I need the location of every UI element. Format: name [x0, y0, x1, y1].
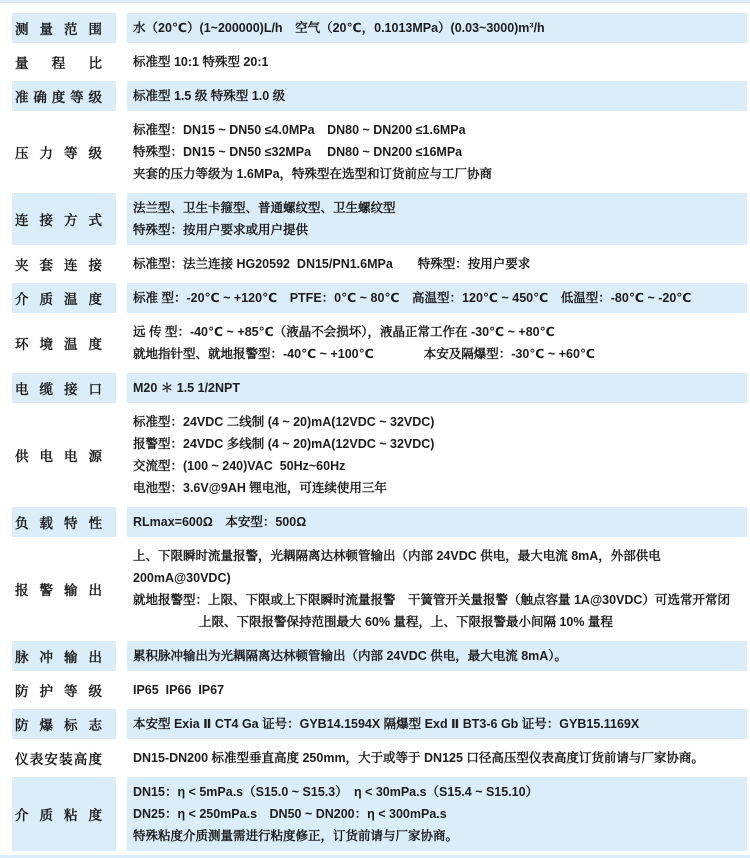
row-value-line: DN25：η < 250mPa.s DN50 ~ DN200：η < 300mPa.s	[133, 807, 447, 821]
spec-row	[12, 777, 747, 851]
spec-row	[12, 47, 747, 77]
row-value	[127, 249, 747, 279]
row-value-line: 标准型：法兰连接 HG20592 DN15/PN1.6MPa 特殊型：按用户要求	[133, 257, 531, 271]
spec-row	[12, 541, 747, 637]
row-value	[127, 193, 747, 245]
row-value-line: RLmax=600Ω 本安型：500Ω	[133, 515, 307, 529]
row-label-cell	[12, 317, 116, 369]
spec-row	[12, 81, 747, 111]
row-label: 夹套连接	[15, 258, 102, 273]
row-value	[127, 373, 747, 403]
row-label-cell	[12, 541, 116, 637]
row-value	[127, 317, 747, 369]
column-gap	[116, 47, 127, 77]
spec-row	[12, 641, 747, 671]
row-value	[127, 47, 747, 77]
spec-row	[12, 13, 747, 43]
row-label: 连接方式	[15, 213, 102, 228]
row-value	[127, 407, 747, 503]
row-value-line: 交流型：(100 ~ 240)VAC 50Hz~60Hz	[133, 459, 346, 473]
row-value	[127, 641, 747, 671]
row-value-line: 夹套的压力等级为 1.6MPa，特殊型在选型和订货前应与工厂协商	[133, 167, 493, 181]
spec-row	[12, 317, 747, 369]
row-value	[127, 541, 747, 637]
column-gap	[116, 675, 127, 705]
column-gap	[116, 81, 127, 111]
row-label-cell	[12, 777, 116, 851]
row-label: 防爆标志	[15, 718, 102, 733]
row-value	[127, 13, 747, 43]
spec-row	[12, 675, 747, 705]
row-value-line: 本安型 Exia Ⅱ CT4 Ga 证号：GYB14.1594X 隔爆型 Exd Ⅱ BT3-6 Gb 证号：GYB15.1169X	[133, 717, 640, 731]
row-label: 介质粘度	[15, 808, 102, 823]
row-value-line: DN15-DN200 标准型垂直高度 250mm，大于或等于 DN125 口径高压型仪表高度订货前请与厂家协商。	[133, 751, 704, 765]
column-gap	[116, 507, 127, 537]
row-label-cell	[12, 709, 116, 739]
row-label: 仪表安装高度	[15, 752, 102, 767]
spec-table	[0, 13, 750, 853]
spec-row	[12, 193, 747, 245]
row-value	[127, 283, 747, 313]
row-value-line: 标准型 1.5 级 特殊型 1.0 级	[133, 89, 286, 103]
column-gap	[116, 743, 127, 773]
row-label-cell	[12, 13, 116, 43]
column-gap	[116, 709, 127, 739]
row-value-line: 标准型 10:1 特殊型 20:1	[133, 55, 269, 69]
row-label-cell	[12, 249, 116, 279]
spec-row	[12, 249, 747, 279]
row-value	[127, 709, 747, 739]
row-label: 测量范围	[15, 22, 102, 37]
column-gap	[116, 115, 127, 189]
spec-row	[12, 115, 747, 189]
top-border-line	[0, 0, 750, 3]
row-value	[127, 743, 747, 773]
row-value-line: 累积脉冲输出为光耦隔离达林顿管输出（内部 24VDC 供电，最大电流 8mA）。	[133, 649, 568, 663]
column-gap	[116, 249, 127, 279]
row-value-line: 水（20℃）(1~200000)L/h 空气（20℃，0.1013MPa）(0.03~3000)m³/h	[133, 21, 545, 35]
row-label-cell	[12, 373, 116, 403]
row-value-line: 报警型：24VDC 多线制 (4 ~ 20)mA(12VDC ~ 32VDC)	[133, 437, 435, 451]
row-value	[127, 115, 747, 189]
row-value-line: DN15：η < 5mPa.s（S15.0 ~ S15.3） η < 30mPa.s（S15.4 ~ S15.10）	[133, 785, 539, 799]
row-value-line: 标准型：DN15 ~ DN50 ≤4.0MPa DN80 ~ DN200 ≤1.6MPa	[133, 123, 466, 137]
column-gap	[116, 193, 127, 245]
row-value-line: 标准型：24VDC 二线制 (4 ~ 20)mA(12VDC ~ 32VDC)	[133, 415, 435, 429]
spec-row	[12, 743, 747, 773]
row-value-line: 特殊型：DN15 ~ DN50 ≤32MPa DN80 ~ DN200 ≤16MPa	[133, 145, 463, 159]
row-label: 供电电源	[15, 449, 102, 464]
row-label: 压力等级	[15, 146, 102, 161]
row-label-cell	[12, 407, 116, 503]
row-label: 介质温度	[15, 292, 102, 307]
column-gap	[116, 541, 127, 637]
spec-row	[12, 407, 747, 503]
row-value	[127, 675, 747, 705]
row-label-cell	[12, 115, 116, 189]
column-gap	[116, 373, 127, 403]
row-value-line: 上、下限瞬时流量报警，光耦隔离达林顿管输出（内部 24VDC 供电，最大电流 8mA，外部供电 200mA@30VDC)	[133, 549, 665, 585]
column-gap	[116, 777, 127, 851]
row-value	[127, 81, 747, 111]
row-label-cell	[12, 283, 116, 313]
column-gap	[116, 317, 127, 369]
row-value-line: 电池型：3.6V@9AH 锂电池，可连续使用三年	[133, 481, 387, 495]
row-label: 环境温度	[15, 337, 102, 352]
row-value-line: 远 传 型：-40℃ ~ +85℃（液晶不会损坏），液晶正常工作在 -30℃ ~ +80℃	[133, 325, 555, 339]
row-value	[127, 507, 747, 537]
row-label-cell	[12, 675, 116, 705]
row-value-line: 就地报警型：上限、下限或上下限瞬时流量报警 干簧管开关量报警（触点容量 1A@30VDC）可选常开常闭	[133, 593, 730, 607]
row-value-line: 特殊粘度介质测量需进行粘度修正，订货前请与厂家协商。	[133, 829, 459, 843]
spec-row	[12, 373, 747, 403]
column-gap	[116, 283, 127, 313]
row-value-line: M20 ＊ 1.5 1/2NPT	[133, 381, 240, 395]
row-value-line: 法兰型、卫生卡箍型、普通螺纹型、卫生螺纹型	[133, 201, 396, 215]
row-value-line: 上限、下限报警保持范围最大 60% 量程，上、下限报警最小间隔 10% 量程	[199, 615, 613, 629]
row-label: 脉冲输出	[15, 650, 102, 665]
spec-row	[12, 507, 747, 537]
row-label: 量程比	[15, 56, 102, 71]
row-label-cell	[12, 507, 116, 537]
row-value-line: IP65 IP66 IP67	[133, 683, 225, 697]
row-label: 报警输出	[15, 583, 102, 598]
spec-row	[12, 283, 747, 313]
row-value-line: 标准 型：-20℃ ~ +120℃ PTFE：0℃ ~ 80℃ 高温型：120℃ ~ 450℃ 低温型：-80℃ ~ -20℃	[133, 291, 692, 305]
row-label: 负载特性	[15, 516, 102, 531]
column-gap	[116, 13, 127, 43]
column-gap	[116, 407, 127, 503]
row-label-cell	[12, 641, 116, 671]
row-label: 电缆接口	[15, 382, 102, 397]
row-label-cell	[12, 81, 116, 111]
row-label: 准确度等级	[15, 90, 102, 105]
row-label-cell	[12, 47, 116, 77]
spec-row	[12, 709, 747, 739]
row-label-cell	[12, 743, 116, 773]
row-value-line: 就地指针型、就地报警型：-40℃ ~ +100℃ 本安及隔爆型：-30℃ ~ +60℃	[133, 347, 596, 361]
column-gap	[116, 641, 127, 671]
row-value	[127, 777, 747, 851]
row-label: 防护等级	[15, 684, 102, 699]
row-value-line: 特殊型：按用户要求或用户提供	[133, 223, 309, 237]
row-label-cell	[12, 193, 116, 245]
